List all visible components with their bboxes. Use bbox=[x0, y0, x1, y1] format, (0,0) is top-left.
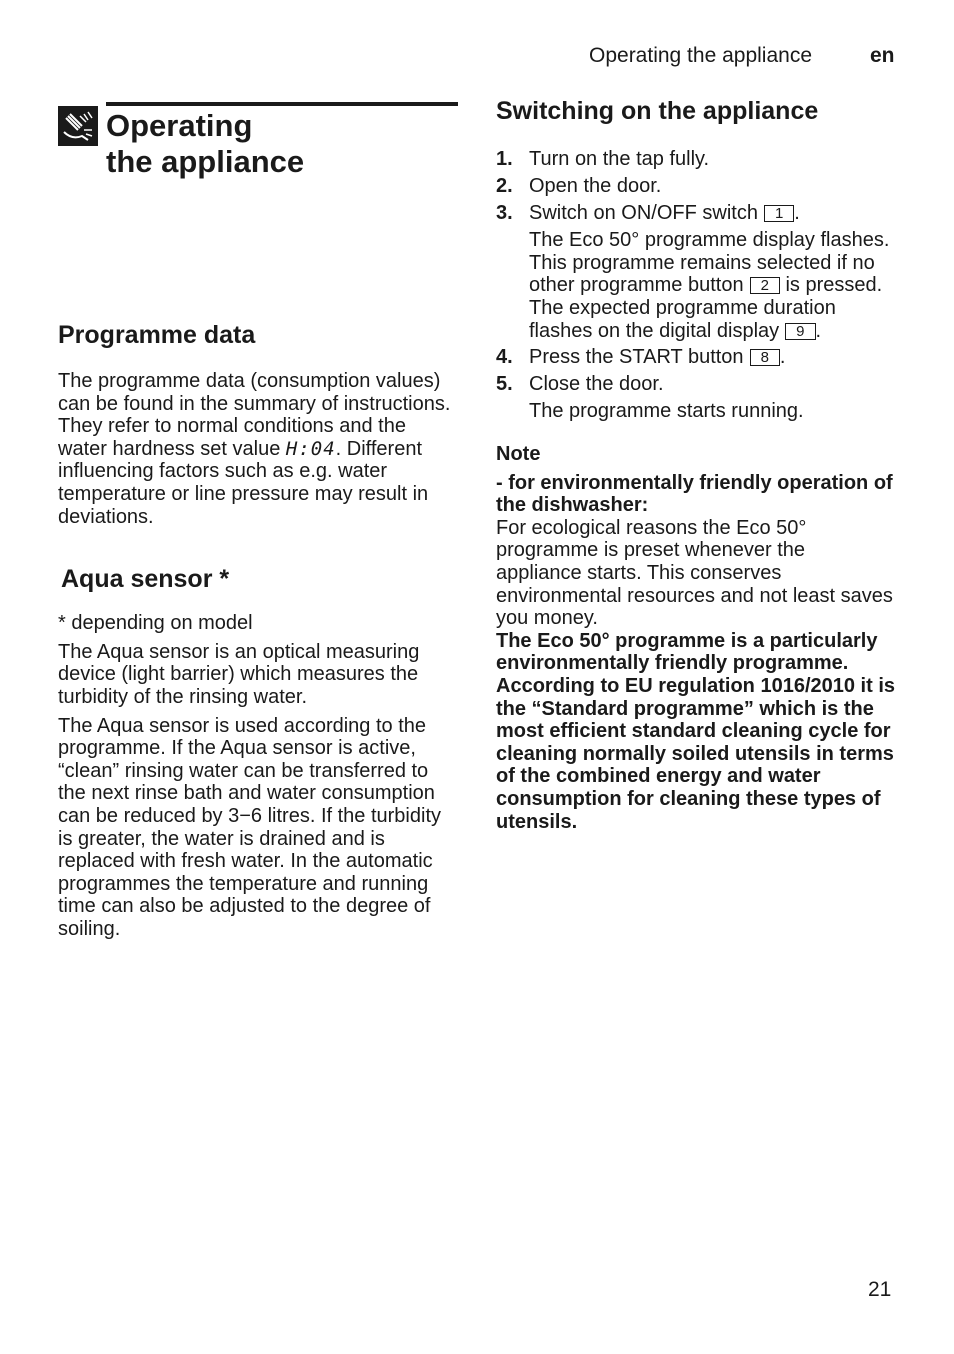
note-heading: Note bbox=[496, 443, 541, 466]
step-3: 3. Switch on ON/OFF switch 1 . bbox=[496, 202, 800, 225]
step-2 bbox=[496, 175, 896, 198]
aqua-sensor-paragraph-2: The Aqua sensor is used according to the programme. If the Aqua sensor is active, “clean” rinsing water can be transferred to the next rinse bath and water consumption can be reduced by 3−6 litres. If the turbidity is greater, the water is drained and is replaced with fresh water. In the automatic programmes the temperature and running time can also be adjusted to the degree of soiling. bbox=[58, 714, 441, 940]
step-number: 1. bbox=[496, 148, 513, 170]
step-3-result-b: is pressed. The expected programme duration flashes on the digital display bbox=[529, 274, 883, 342]
model-footnote: * depending on model bbox=[58, 612, 253, 635]
digital-display-ref: 9 bbox=[785, 323, 815, 340]
chapter-rule bbox=[106, 102, 458, 106]
language-code: en bbox=[870, 44, 895, 67]
step-5-result: The programme starts running. bbox=[529, 400, 804, 423]
step-text: Switch on ON/OFF switch bbox=[529, 202, 758, 225]
step-text: Open the door. bbox=[529, 175, 662, 198]
chapter-title-line1: Operating bbox=[106, 108, 253, 143]
right-column bbox=[496, 96, 896, 833]
step-3-result-a: The Eco 50° programme display flashes. This programme remains selected if no other programme button bbox=[529, 229, 890, 297]
step-text: Turn on the tap fully. bbox=[529, 148, 710, 170]
step-number: 2. bbox=[496, 175, 513, 198]
running-header bbox=[0, 44, 954, 74]
on-off-switch-ref: 1 bbox=[764, 205, 794, 222]
switching-on-heading: Switching on the appliance bbox=[496, 97, 819, 125]
programme-data-text bbox=[58, 370, 458, 528]
start-button-ref: 8 bbox=[750, 349, 780, 366]
step-text: Close the door. bbox=[529, 373, 664, 396]
running-header-title: Operating the appliance bbox=[589, 44, 812, 67]
step-1 bbox=[496, 148, 896, 171]
programme-button-ref: 2 bbox=[750, 277, 780, 294]
programme-data-text-b: . Different influencing factors such as e.g. water temperature or line pressure may result in deviations. bbox=[58, 437, 429, 528]
left-column bbox=[58, 102, 458, 940]
page-number: 21 bbox=[868, 1278, 892, 1301]
chapter-heading bbox=[58, 102, 458, 202]
note-text: For ecological reasons the Eco 50° programme is preset whenever the appliance starts. This conserves environmental resources and not least saves you money. bbox=[496, 516, 893, 630]
step-5 bbox=[496, 373, 896, 396]
step-number: 3. bbox=[496, 202, 513, 225]
dishwasher-operation-icon bbox=[58, 106, 98, 146]
note-subheading: - for environmentally friendly operation of the dishwasher: bbox=[496, 471, 893, 517]
steps-list bbox=[496, 148, 896, 423]
aqua-sensor-heading: Aqua sensor * bbox=[61, 565, 230, 594]
aqua-sensor-paragraph-1: The Aqua sensor is an optical measuring device (light barrier) which measures the turbidity of the rinsing water. bbox=[58, 640, 420, 708]
step-text: Press the START button bbox=[529, 346, 744, 369]
step-number: 4. bbox=[496, 346, 513, 369]
step-3-result: The Eco 50° programme display flashes. This programme remains selected if no other programme button 2 is pressed. The expected programme duration flashes on the digital display 9 . bbox=[529, 229, 890, 342]
chapter-title-line2: the appliance bbox=[106, 144, 305, 179]
step-4: 4. Press the START button 8 . bbox=[496, 346, 786, 369]
step-number: 5. bbox=[496, 373, 513, 396]
note-bold-text: The Eco 50° programme is a particularly environmentally friendly programme. According to EU regulation 1016/2010 it is the “Standard programme” which is the most efficient standard cleaning cycle for cleaning normally soiled utensils in terms of the combined energy and water consumption for cleaning these types of utensils. bbox=[496, 629, 896, 833]
programme-data-heading: Programme data bbox=[58, 321, 256, 349]
programme-data-text-a: The programme data (consumption values) can be found in the summary of instructions. They refer to normal conditions and the water hardness set value bbox=[58, 370, 451, 460]
water-hardness-display-value: H:04 bbox=[285, 437, 336, 460]
chapter-title bbox=[106, 108, 304, 180]
